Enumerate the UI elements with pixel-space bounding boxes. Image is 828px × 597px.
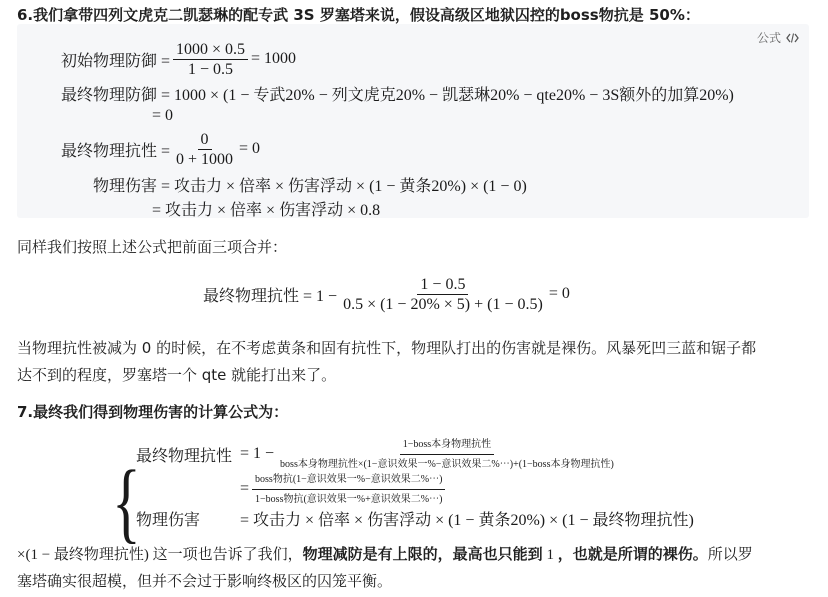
fraction-numerator: boss物抗(1−意识效果一%−意识效果二%⋯) [252,470,445,490]
fraction-boss-simplified [252,470,445,509]
eq-final-resistance: = 1 − [240,445,275,462]
fraction-denominator: 1−boss物抗(意识效果一%+意识效果二%⋯) [255,493,443,505]
expr-physical-damage: 攻击力 × 倍率 × 伤害浮动 × (1 − 黄条20%) × (1 − 0) [174,178,527,195]
conclusion-value: 1 [542,547,558,563]
formula-line-initial-defense [52,38,296,80]
conclusion-bold-tail: ，也就是所谓的裸伤。 [557,545,708,563]
fraction-denominator: 0.5 × (1 − 20% × 5) + (1 − 0.5) [343,295,543,313]
fraction-boss-resistance [277,435,617,474]
fraction-denominator: 1 − 0.5 [188,60,234,78]
formula-line-final-resistance [52,128,260,170]
case-final-resistance-simplified [240,472,448,506]
formula-line-final-defense-result: = 0 [152,107,174,124]
label-final-resistance: 最终物理抗性 = [60,142,170,160]
formula-badge[interactable] [757,29,799,46]
fraction-merged-resistance [340,275,546,314]
expr-final-defense: 1000 × (1 − 专武20% − 列文虎克20% − 凯瑟琳20% − qte20% − 3S额外的加算20%) [174,87,734,104]
label-final-resistance-case: 最终物理抗性 [136,448,233,465]
fraction-numerator: 1000 × 0.5 [173,40,248,60]
formula-line-physical-damage-result: = 攻击力 × 倍率 × 伤害浮动 × 0.8 [152,202,381,219]
label-initial-defense: 初始物理防御 = [60,52,170,70]
fraction-numerator: 0 [198,130,212,150]
result-final-resistance: = 0 [239,140,261,157]
case-physical-damage-expr: = 攻击力 × 倍率 × 伤害浮动 × (1 − 黄条20%) × (1 − 最终物理抗性) [240,512,694,529]
left-brace: { [112,452,141,552]
label-merged-resistance: 最终物理抗性 = 1 − [203,287,338,305]
fraction-denominator: boss本身物理抗性×(1−意识效果一%−意识效果二%⋯)+(1−boss本身物理抗性) [280,458,614,470]
paragraph-zero-resistance-line2: 达不到的程度，罗塞塔一个 qte 就能打出来了。 [17,366,337,384]
conclusion-bold: 物理减防是有上限的，最高也只能到 [302,545,543,563]
conclusion-term: ×(1 − 最终物理抗性) 这一项也告诉了我们， [17,547,303,563]
label-physical-damage-case: 物理伤害 [136,512,201,529]
formula-line-final-defense [52,82,734,105]
formula-badge-label: 公式 [756,31,781,45]
code-icon [786,33,799,43]
fraction-final-resistance [173,130,236,169]
heading-6: 6.我们拿带四列文虎克二凯瑟琳的配专武 3S 罗塞塔来说，假设高级区地狱囚控的boss物抗是 50%： [17,6,700,24]
paragraph-conclusion-line1 [17,541,753,569]
paragraph-zero-resistance-line1: 当物理抗性被减为 0 的时候，在不考虑黄条和固有抗性下，物理队打出的伤害就是裸伤。风暴死凹三蓝和锯子都 [17,339,757,357]
conclusion-tail: 所以罗 [707,545,753,563]
fraction-initial-defense [173,40,248,79]
label-final-defense: 最终物理防御 = [60,87,170,104]
label-physical-damage: 物理伤害 = [92,178,170,195]
fraction-numerator: 1 − 0.5 [417,275,468,295]
heading-7: 7.最终我们得到物理伤害的计算公式为： [17,403,289,421]
result-merged-resistance: = 0 [548,285,570,302]
paragraph-merge: 同样我们按照上述公式把前面三项合并： [17,238,288,256]
fraction-numerator: 1−boss本身物理抗性 [400,435,494,455]
paragraph-conclusion-line2: 塞塔确实很超模，但并不会过于影响终极区的囚笼平衡。 [17,572,393,590]
formula-line-physical-damage [52,173,527,196]
result-initial-defense: = 1000 [251,50,297,67]
formula-merged-resistance [203,270,570,318]
case-final-resistance-expr [240,437,620,471]
eq-simplified: = [240,480,250,497]
fraction-denominator: 0 + 1000 [176,150,234,168]
